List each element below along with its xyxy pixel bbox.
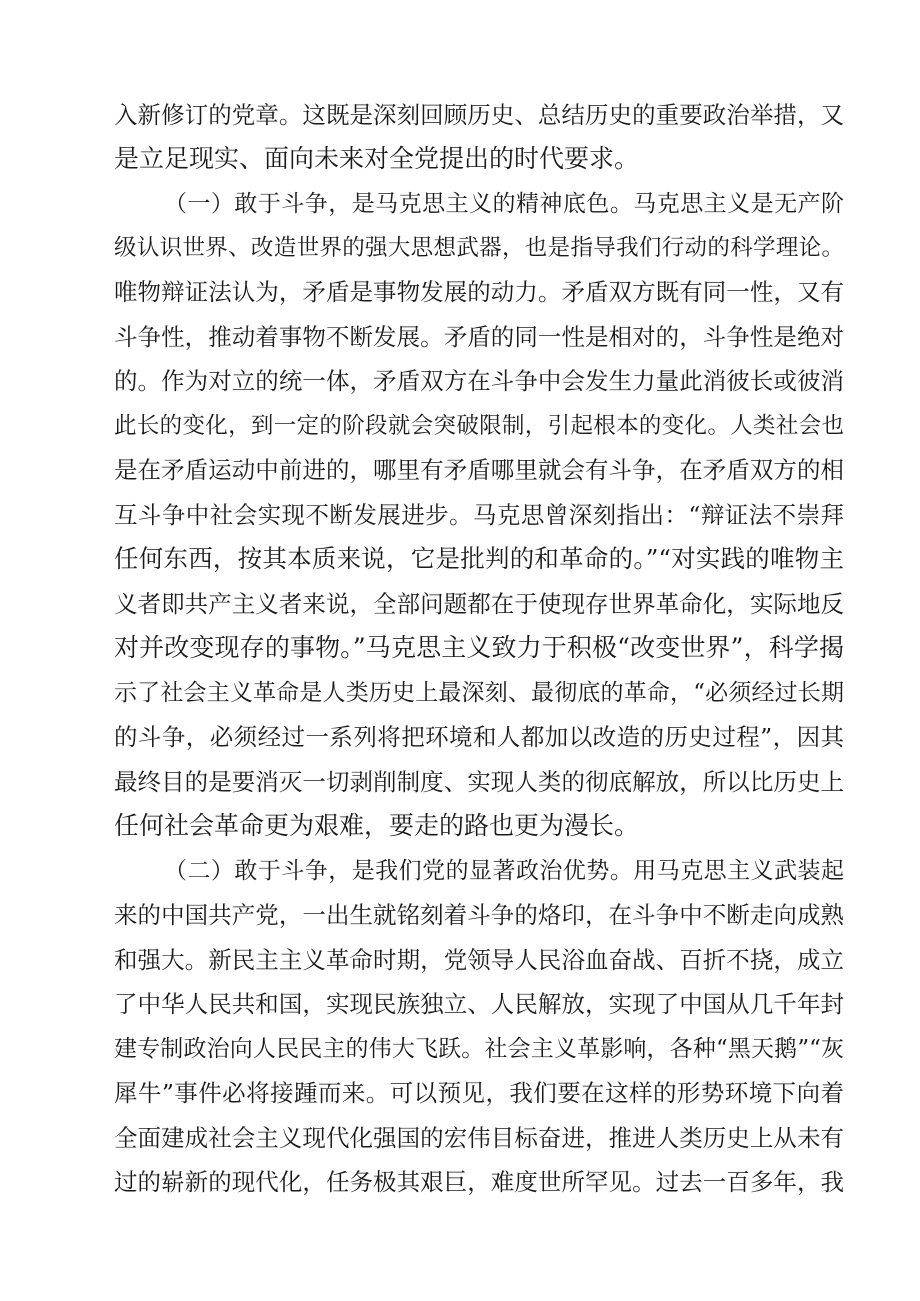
text-line: 互斗争中社会实现不断发展进步。马克思曾深刻指出：“辩证法不崇拜	[114, 501, 844, 529]
text-line: 级认识世界、改造世界的强大思想武器，也是指导我们行动的科学理论。	[114, 235, 844, 261]
text-line: 全面建成社会主义现代化强国的宏伟目标奋进，推进人类历史上从未有	[114, 1124, 844, 1152]
text-line: 的。作为对立的统一体，矛盾双方在斗争中会发生力量此消彼长或彼消	[114, 367, 844, 395]
text-line: 入新修订的党章。这既是深刻回顾历史、总结历史的重要政治举措，又	[114, 101, 844, 129]
paragraph-start-line: （一）敢于斗争，是马克思主义的精神底色。马克思主义是无产阶	[164, 191, 844, 217]
text-line: 义者即共产主义者来说，全部问题都在于使现存世界革命化，实际地反	[114, 590, 844, 618]
text-line: 任何社会革命更为艰难，要走的路也更为漫长。	[114, 811, 640, 840]
text-line: 最终目的是要消灭一切剥削制度、实现人类的彻底解放，所以比历史上	[114, 768, 844, 796]
text-line: 了中华人民共和国，实现民族独立、人民解放，实现了中国从几千年封	[114, 990, 844, 1018]
text-line: 来的中国共产党，一出生就铭刻着斗争的烙印，在斗争中不断走向成熟	[114, 901, 844, 929]
text-line: 任何东西，按其本质来说，它是批判的和革命的。”“对实践的唯物主	[114, 544, 844, 573]
text-line: 对并改变现存的事物。”马克思主义致力于积极“改变世界”，科学揭	[114, 633, 844, 662]
text-line: 的斗争，必须经过一系列将把环境和人都加以改造的历史过程”，因其	[114, 723, 844, 751]
text-line: 唯物辩证法认为，矛盾是事物发展的动力。矛盾双方既有同一性，又有	[114, 278, 844, 306]
paragraph-start-line: （二）敢于斗争，是我们党的显著政治优势。用马克思主义武装起	[164, 858, 844, 884]
text-line: 示了社会主义革命是人类历史上最深刻、最彻底的革命，“必须经过长期	[114, 680, 844, 706]
text-line: 是立足现实、面向未来对全党提出的时代要求。	[114, 144, 640, 173]
text-line: 是在矛盾运动中前进的，哪里有矛盾哪里就会有斗争，在矛盾双方的相	[114, 456, 844, 484]
text-line: 斗争性，推动着事物不断发展。矛盾的同一性是相对的，斗争性是绝对	[114, 323, 844, 351]
text-line: 过的崭新的现代化，任务极其艰巨，难度世所罕见。过去一百多年，我	[114, 1168, 844, 1196]
text-line: 犀牛”事件必将接踵而来。可以预见，我们要在这样的形势环境下向着	[114, 1079, 844, 1107]
text-line: 建专制政治向人民民主的伟大飞跃。社会主义革影响，各种“黑天鹅”“灰	[114, 1036, 844, 1062]
text-line: 此长的变化，到一定的阶段就会突破限制，引起根本的变化。人类社会也	[114, 413, 844, 439]
text-line: 和强大。新民主主义革命时期，党领导人民浴血奋战、百折不挠，成立	[114, 946, 844, 974]
